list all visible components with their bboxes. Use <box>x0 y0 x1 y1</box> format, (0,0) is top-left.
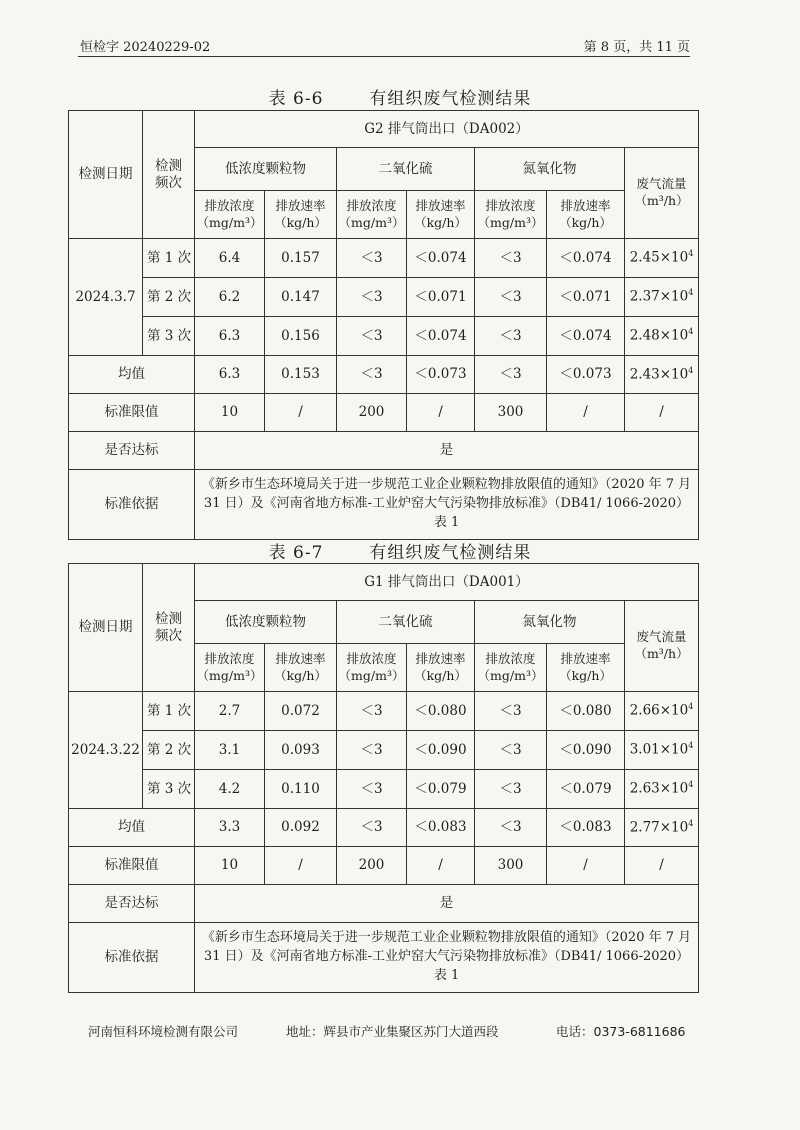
flow-exponent: 4 <box>688 702 694 712</box>
concentration-header-unit: （mg/m³） <box>196 214 263 230</box>
value-cell: 0.157 <box>265 239 337 278</box>
limit-value: 200 <box>337 394 407 432</box>
limit-value: 300 <box>475 847 547 885</box>
table-row <box>69 278 699 317</box>
pollutant-header-nitrogen-oxides: 氮氧化物 <box>475 601 625 644</box>
rate-header-unit: （kg/h） <box>274 667 327 683</box>
compliance-label: 是否达标 <box>69 885 195 923</box>
frequency-cell: 第 3 次 <box>143 770 195 809</box>
average-flow <box>625 809 699 847</box>
rate-header-label: 排放速率 <box>275 650 326 666</box>
table-caption-number: 表 6-7 <box>268 543 324 563</box>
rate-header-label: 排放速率 <box>415 650 466 666</box>
doc-number: 恒检字 20240229-02 <box>80 40 211 55</box>
concentration-header-label: 排放浓度 <box>204 650 255 666</box>
value-cell: ＜3 <box>475 770 547 809</box>
value-cell: ＜3 <box>337 770 407 809</box>
flow-mantissa: 2.66×10 <box>629 702 689 719</box>
flow-cell <box>625 731 699 770</box>
flow-exponent: 4 <box>688 780 694 790</box>
rate-header-label: 排放速率 <box>560 650 611 666</box>
rate-header-label: 排放速率 <box>275 197 326 213</box>
value-cell: ＜3 <box>337 731 407 770</box>
limit-value: / <box>265 847 337 885</box>
rate-header <box>407 644 475 692</box>
value-cell: 6.2 <box>195 278 265 317</box>
average-label: 均值 <box>69 356 195 394</box>
table-row <box>69 731 699 770</box>
rate-header-unit: （kg/h） <box>414 667 467 683</box>
footer-company: 河南恒科环境检测有限公司 <box>88 1024 239 1039</box>
frequency-cell: 第 2 次 <box>143 731 195 770</box>
footer-address: 地址：辉县市产业集聚区苏门大道西段 <box>286 1024 499 1039</box>
flow-header-unit: （m³/h） <box>634 646 689 661</box>
flow-exponent: 4 <box>688 249 694 259</box>
rate-header <box>407 191 475 239</box>
flow-header-label: 废气流量 <box>636 629 687 645</box>
limit-value: 10 <box>195 847 265 885</box>
page-info: 第 8 页，共 11 页 <box>583 40 690 55</box>
table-caption-title: 有组织废气检测结果 <box>369 543 532 563</box>
frequency-cell: 第 2 次 <box>143 278 195 317</box>
table-caption-title: 有组织废气检测结果 <box>369 89 532 109</box>
value-cell: 3.1 <box>195 731 265 770</box>
value-cell: 4.2 <box>195 770 265 809</box>
flow-mantissa: 2.77×10 <box>629 819 689 836</box>
flow-header <box>625 148 699 239</box>
table-row <box>69 317 699 356</box>
flow-mantissa: 3.01×10 <box>629 741 689 758</box>
flow-header-label: 废气流量 <box>636 176 687 192</box>
value-cell: ＜0.074 <box>547 239 625 278</box>
flow-exponent: 4 <box>688 288 694 298</box>
average-value: 6.3 <box>195 356 265 394</box>
sampling-date: 2024.3.22 <box>69 692 143 809</box>
value-cell: 2.7 <box>195 692 265 731</box>
flow-mantissa: 2.63×10 <box>629 780 689 797</box>
value-cell: ＜0.080 <box>407 692 475 731</box>
table-row <box>69 885 699 923</box>
value-cell: 0.093 <box>265 731 337 770</box>
outlet-header: G1 排气筒出口（DA001） <box>195 564 699 601</box>
limit-value: / <box>407 847 475 885</box>
value-cell: 6.3 <box>195 317 265 356</box>
table-row <box>69 239 699 278</box>
limit-value: / <box>625 394 699 432</box>
basis-label: 标准依据 <box>69 923 195 993</box>
flow-header <box>625 601 699 692</box>
date-header: 检测日期 <box>69 111 143 239</box>
value-cell: ＜3 <box>475 731 547 770</box>
table-row <box>69 809 699 847</box>
table-row <box>69 111 699 148</box>
flow-cell <box>625 278 699 317</box>
concentration-header-unit: （mg/m³） <box>338 214 405 230</box>
rate-header-unit: （kg/h） <box>414 214 467 230</box>
value-cell: ＜0.071 <box>407 278 475 317</box>
average-value: ＜3 <box>475 356 547 394</box>
average-value: 0.092 <box>265 809 337 847</box>
flow-cell <box>625 692 699 731</box>
average-flow <box>625 356 699 394</box>
flow-mantissa: 2.43×10 <box>629 366 689 383</box>
rate-header-label: 排放速率 <box>560 197 611 213</box>
date-header: 检测日期 <box>69 564 143 692</box>
results-table <box>68 563 699 993</box>
concentration-header-unit: （mg/m³） <box>477 667 544 683</box>
limit-value: / <box>547 847 625 885</box>
rate-header-unit: （kg/h） <box>274 214 327 230</box>
concentration-header <box>195 644 265 692</box>
concentration-header-unit: （mg/m³） <box>477 214 544 230</box>
flow-header-unit: （m³/h） <box>634 193 689 208</box>
average-value: 3.3 <box>195 809 265 847</box>
limit-value: 200 <box>337 847 407 885</box>
limit-value: / <box>407 394 475 432</box>
pollutant-header-nitrogen-oxides: 氮氧化物 <box>475 148 625 191</box>
flow-cell <box>625 239 699 278</box>
frequency-header: 检测 频次 <box>143 564 195 692</box>
limit-value: / <box>265 394 337 432</box>
rate-header <box>265 644 337 692</box>
value-cell: ＜0.090 <box>547 731 625 770</box>
concentration-header <box>337 644 407 692</box>
value-cell: ＜0.080 <box>547 692 625 731</box>
basis-text: 《新乡市生态环境局关于进一步规范工业企业颗粒物排放限值的通知》（2020 年 7 月 31 日）及《河南省地方标准-工业炉窑大气污染物排放标准》（DB41/ 1066-2020）表 1 <box>195 470 699 540</box>
flow-cell <box>625 317 699 356</box>
average-label: 均值 <box>69 809 195 847</box>
limit-value: / <box>547 394 625 432</box>
limit-value: 300 <box>475 394 547 432</box>
average-value: ＜0.083 <box>547 809 625 847</box>
compliance-label: 是否达标 <box>69 432 195 470</box>
value-cell: ＜0.074 <box>547 317 625 356</box>
value-cell: ＜3 <box>475 239 547 278</box>
table-caption <box>0 84 800 109</box>
limit-value: / <box>625 847 699 885</box>
table-caption-number: 表 6-6 <box>268 89 324 109</box>
frequency-header: 检测 频次 <box>143 111 195 239</box>
rate-header-label: 排放速率 <box>415 197 466 213</box>
flow-mantissa: 2.37×10 <box>629 288 689 305</box>
rate-header-unit: （kg/h） <box>559 667 612 683</box>
compliance-value: 是 <box>195 885 699 923</box>
value-cell: ＜3 <box>337 278 407 317</box>
basis-label: 标准依据 <box>69 470 195 540</box>
flow-cell <box>625 770 699 809</box>
value-cell: 0.110 <box>265 770 337 809</box>
basis-text: 《新乡市生态环境局关于进一步规范工业企业颗粒物排放限值的通知》（2020 年 7 月 31 日）及《河南省地方标准-工业炉窑大气污染物排放标准》（DB41/ 1066-2020）表 1 <box>195 923 699 993</box>
average-value: ＜0.073 <box>407 356 475 394</box>
concentration-header <box>475 644 547 692</box>
flow-exponent: 4 <box>688 741 694 751</box>
footer-phone: 电话：0373-6811686 <box>556 1024 686 1039</box>
value-cell: 0.072 <box>265 692 337 731</box>
table-row <box>69 356 699 394</box>
frequency-cell: 第 1 次 <box>143 692 195 731</box>
flow-exponent: 4 <box>688 365 694 375</box>
limit-label: 标准限值 <box>69 847 195 885</box>
pollutant-header-particulate: 低浓度颗粒物 <box>195 148 337 191</box>
value-cell: 0.156 <box>265 317 337 356</box>
value-cell: ＜0.090 <box>407 731 475 770</box>
outlet-header: G2 排气筒出口（DA002） <box>195 111 699 148</box>
compliance-value: 是 <box>195 432 699 470</box>
table-row <box>69 564 699 601</box>
concentration-header <box>475 191 547 239</box>
concentration-header-unit: （mg/m³） <box>338 667 405 683</box>
concentration-header-label: 排放浓度 <box>346 197 397 213</box>
concentration-header <box>195 191 265 239</box>
average-value: ＜3 <box>337 356 407 394</box>
sampling-date: 2024.3.7 <box>69 239 143 356</box>
table-row <box>69 394 699 432</box>
results-table <box>68 110 699 540</box>
average-value: ＜0.073 <box>547 356 625 394</box>
rate-header <box>265 191 337 239</box>
pollutant-header-sulfur-dioxide: 二氧化硫 <box>337 148 475 191</box>
rate-header-unit: （kg/h） <box>559 214 612 230</box>
table-row <box>69 470 699 540</box>
pollutant-header-particulate: 低浓度颗粒物 <box>195 601 337 644</box>
page-header <box>78 36 690 57</box>
rate-header <box>547 191 625 239</box>
flow-exponent: 4 <box>688 818 694 828</box>
value-cell: ＜3 <box>475 317 547 356</box>
table-row <box>69 847 699 885</box>
concentration-header-label: 排放浓度 <box>204 197 255 213</box>
table-row <box>69 770 699 809</box>
flow-mantissa: 2.45×10 <box>629 249 689 266</box>
rate-header <box>547 644 625 692</box>
concentration-header-label: 排放浓度 <box>485 650 536 666</box>
value-cell: ＜0.071 <box>547 278 625 317</box>
frequency-cell: 第 1 次 <box>143 239 195 278</box>
value-cell: ＜0.074 <box>407 317 475 356</box>
value-cell: ＜3 <box>337 239 407 278</box>
value-cell: ＜3 <box>337 317 407 356</box>
average-value: ＜3 <box>475 809 547 847</box>
average-value: ＜3 <box>337 809 407 847</box>
value-cell: ＜3 <box>337 692 407 731</box>
value-cell: ＜3 <box>475 278 547 317</box>
concentration-header-label: 排放浓度 <box>346 650 397 666</box>
table-row <box>69 432 699 470</box>
average-value: ＜0.083 <box>407 809 475 847</box>
value-cell: ＜0.079 <box>547 770 625 809</box>
value-cell: ＜3 <box>475 692 547 731</box>
limit-value: 10 <box>195 394 265 432</box>
pollutant-header-sulfur-dioxide: 二氧化硫 <box>337 601 475 644</box>
table-caption <box>0 538 800 563</box>
flow-mantissa: 2.48×10 <box>629 327 689 344</box>
flow-exponent: 4 <box>688 327 694 337</box>
limit-label: 标准限值 <box>69 394 195 432</box>
average-value: 0.153 <box>265 356 337 394</box>
frequency-cell: 第 3 次 <box>143 317 195 356</box>
concentration-header-unit: （mg/m³） <box>196 667 263 683</box>
value-cell: ＜0.074 <box>407 239 475 278</box>
table-row <box>69 692 699 731</box>
concentration-header-label: 排放浓度 <box>485 197 536 213</box>
value-cell: ＜0.079 <box>407 770 475 809</box>
concentration-header <box>337 191 407 239</box>
value-cell: 6.4 <box>195 239 265 278</box>
table-row <box>69 923 699 993</box>
value-cell: 0.147 <box>265 278 337 317</box>
